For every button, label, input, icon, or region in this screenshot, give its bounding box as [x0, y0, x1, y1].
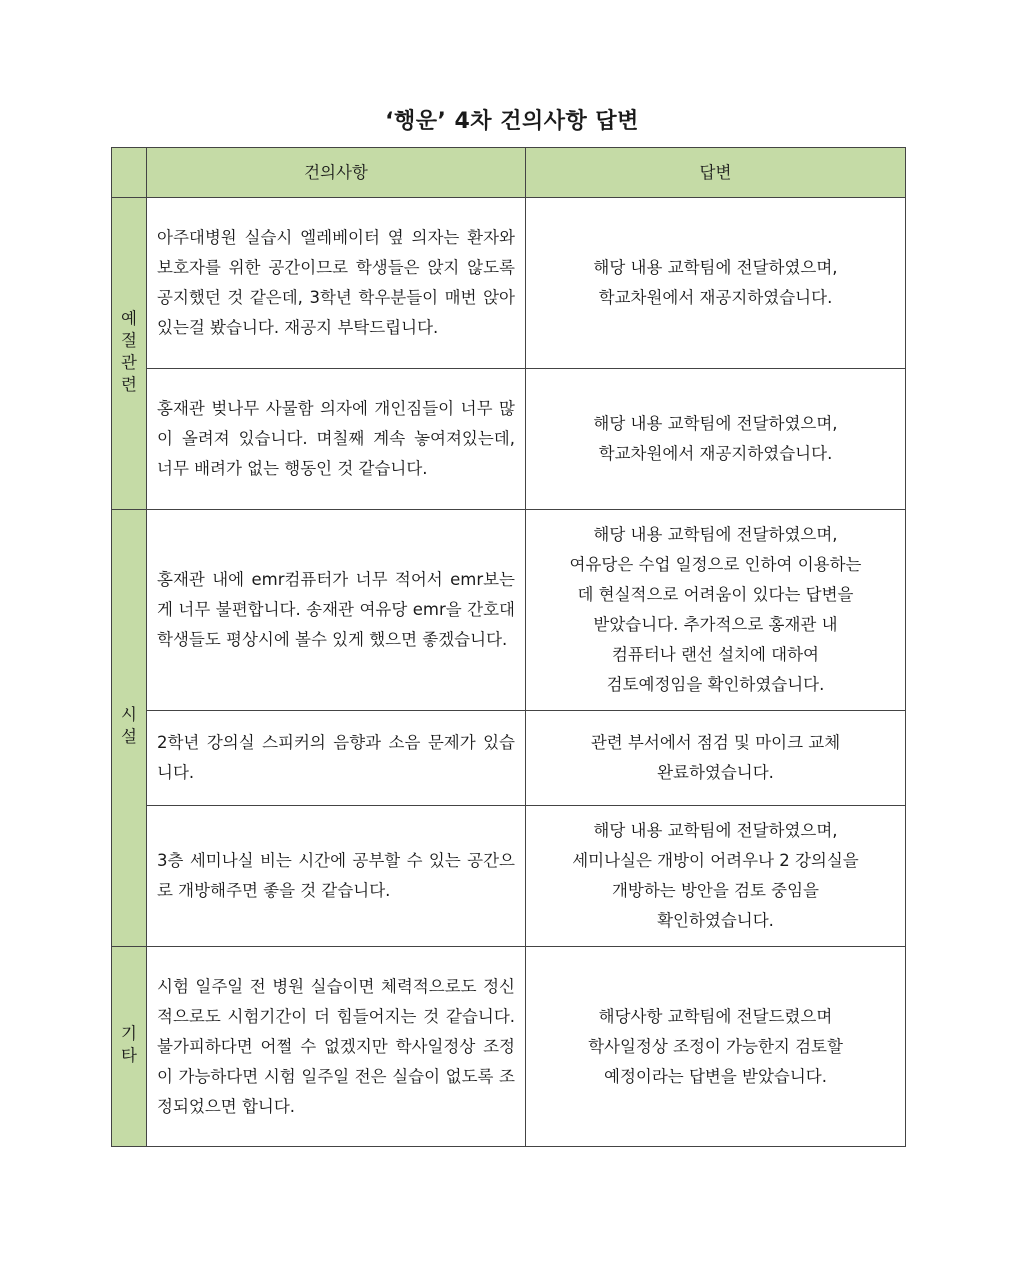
header-answer: 답변 [526, 148, 906, 198]
suggestion-cell: 2학년 강의실 스피커의 음향과 소음 문제가 있습니다. [147, 711, 526, 806]
header-suggestion: 건의사항 [147, 148, 526, 198]
answer-line: 해당 내용 교학팀에 전달하였으며, [593, 821, 838, 840]
category-cell-etiquette [112, 198, 147, 510]
answer-line: 학교차원에서 재공지하였습니다. [598, 288, 833, 307]
table-header-row [112, 148, 906, 198]
answer-line: 학사일정상 조정이 가능한지 검토할 [588, 1036, 843, 1056]
answer-line: 확인하였습니다. [657, 911, 774, 930]
table-row [112, 510, 906, 711]
answer-line: 해당사항 교학팀에 전달드렸으며 [598, 1006, 833, 1026]
answer-line: 세미나실은 개방이 어려우나 2 강의실을 [572, 851, 859, 870]
answer-cell [526, 711, 906, 806]
category-label: 시설 [121, 705, 137, 746]
category-label: 기타 [121, 1023, 137, 1065]
category-cell-facilities [112, 510, 147, 947]
header-category [112, 148, 147, 198]
answer-line: 관련 부서에서 점검 및 마이크 교체 [590, 733, 841, 752]
answer-line: 검토예정임을 확인하였습니다. [606, 675, 825, 694]
answer-line: 컴퓨터나 랜선 설치에 대하여 [611, 645, 819, 664]
table-row [112, 711, 906, 806]
answer-cell [526, 369, 906, 510]
answer-cell [526, 806, 906, 947]
answer-line: 받았습니다. 추가적으로 홍재관 내 [593, 615, 838, 634]
category-cell-other [112, 947, 147, 1147]
answer-line: 학교차원에서 재공지하였습니다. [598, 444, 833, 463]
answer-line: 데 현실적으로 어려움이 있다는 답변을 [577, 585, 854, 604]
answer-line: 예정이라는 답변을 받았습니다. [604, 1066, 827, 1086]
table-row [112, 369, 906, 510]
suggestion-cell: 아주대병원 실습시 엘레베이터 옆 의자는 환자와 보호자를 위한 공간이므로 학생들은 앉지 않도록 공지했던 것 같은데, 3학년 학우분들이 매번 앉아있는걸 봤습니다. 재공지 부탁드립니다. [147, 198, 526, 369]
answer-line: 여유당은 수업 일정으로 인하여 이용하는 [569, 555, 862, 574]
suggestion-cell: 홍재관 내에 emr컴퓨터가 너무 적어서 emr보는게 너무 불편합니다. 송재관 여유당 emr을 간호대학생들도 평상시에 볼수 있게 했으면 좋겠습니다. [147, 510, 526, 711]
answer-cell [526, 510, 906, 711]
answer-line: 개방하는 방안을 검토 중임을 [611, 881, 819, 900]
answer-line: 해당 내용 교학팀에 전달하였으며, [593, 414, 838, 433]
suggestion-table [111, 147, 906, 1147]
suggestion-cell: 시험 일주일 전 병원 실습이면 체력적으로도 정신적으로도 시험기간이 더 힘들어지는 것 같습니다. 불가피하다면 어쩔 수 없겠지만 학사일정상 조정이 가능하다면 시험 일주일 전은 실습이 없도록 조정되었으면 합니다. [147, 947, 526, 1147]
table-row [112, 806, 906, 947]
page-title: ‘행운’ 4차 건의사항 답변 [385, 109, 639, 134]
answer-line: 해당 내용 교학팀에 전달하였으며, [593, 525, 838, 544]
suggestion-cell: 홍재관 벚나무 사물함 의자에 개인짐들이 너무 많이 올려져 있습니다. 며칠째 계속 놓여져있는데, 너무 배려가 없는 행동인 것 같습니다. [147, 369, 526, 510]
answer-line: 완료하였습니다. [657, 763, 774, 782]
table-row [112, 198, 906, 369]
category-label: 예절관련 [121, 308, 137, 394]
suggestion-cell: 3층 세미나실 비는 시간에 공부할 수 있는 공간으로 개방해주면 좋을 것 같습니다. [147, 806, 526, 947]
table-row [112, 947, 906, 1147]
answer-line: 해당 내용 교학팀에 전달하였으며, [593, 258, 838, 277]
answer-cell [526, 198, 906, 369]
answer-cell [526, 947, 906, 1147]
